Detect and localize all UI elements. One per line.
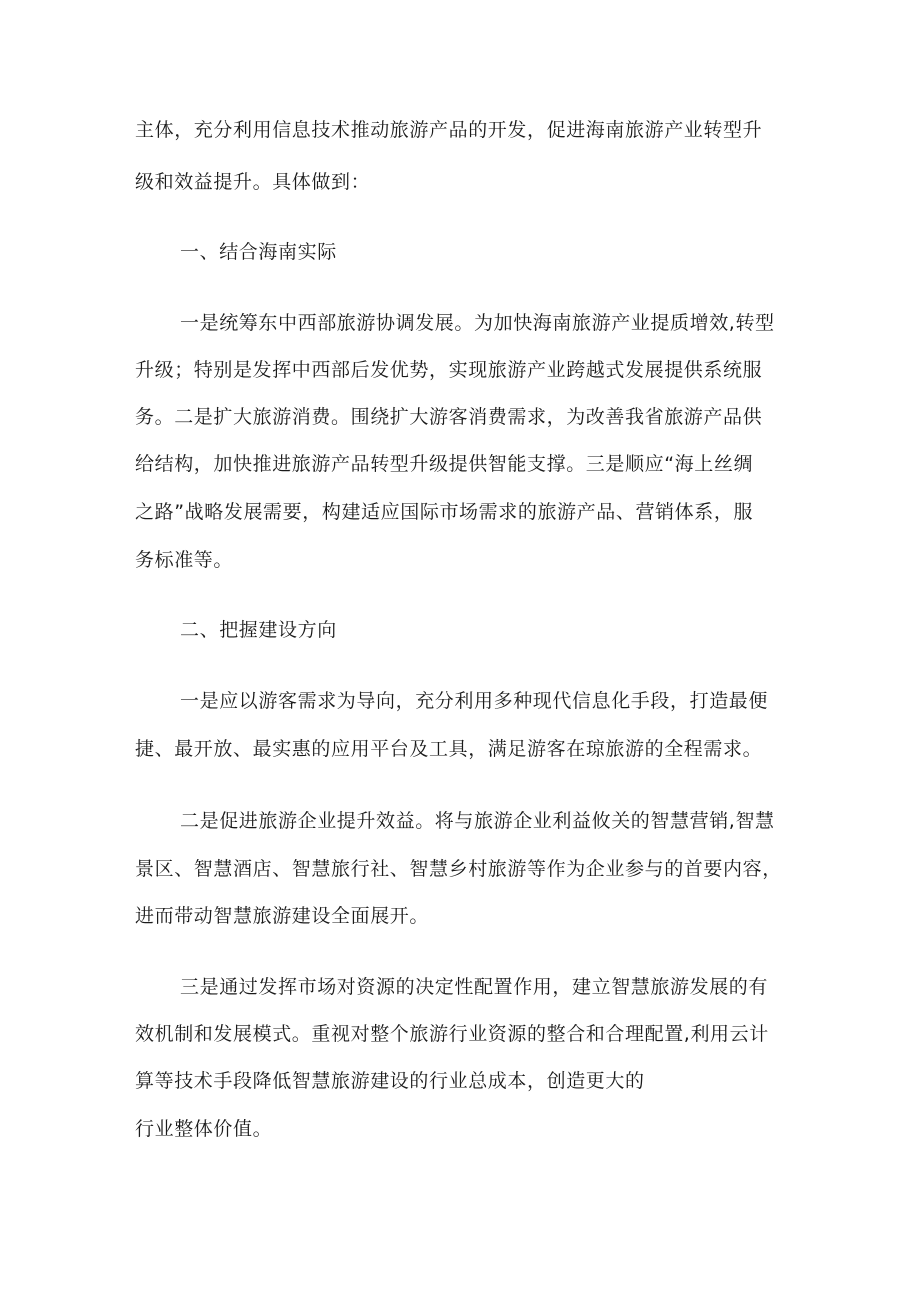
paragraph-line: 务。二是扩大旅游消费。围绕扩大游客消费需求，为改善我省旅游产品供 — [135, 406, 763, 428]
paragraph-line: 三是通过发挥市场对资源的决定性配置作用，建立智慧旅游发展的有 — [180, 976, 769, 998]
paragraph-line: 进而带动智慧旅游建设全面展开。 — [135, 905, 430, 927]
paragraph-line: 算等技术手段降低智慧旅游建设的行业总成本，创造更大的 — [135, 1070, 645, 1092]
paragraph-line: 景区、智慧酒店、智慧旅行社、智慧乡村旅游等作为企业参与的首要内容， — [135, 858, 782, 880]
paragraph-line: 主体，充分利用信息技术推动旅游产品的开发，促进海南旅游产业转型升 — [135, 119, 763, 141]
paragraph-line: 升级；特别是发挥中西部后发优势，实现旅游产业跨越式发展提供系统服 — [135, 359, 763, 381]
paragraph-line: 捷、最开放、最实惠的应用平台及工具，满足游客在琼旅游的全程需求。 — [135, 738, 763, 760]
paragraph-line: 行业整体价值。 — [135, 1118, 273, 1140]
paragraph-line: 效机制和发展模式。重视对整个旅游行业资源的整合和合理配置,利用云计 — [135, 1023, 769, 1045]
paragraph-line: 二是促进旅游企业提升效益。将与旅游企业利益攸关的智慧营销,智慧 — [180, 810, 775, 832]
paragraph-line: 务标准等。 — [135, 549, 234, 571]
section-heading: 一、结合海南实际 — [180, 241, 337, 263]
paragraph-line: 之路”战略发展需要，构建适应国际市场需求的旅游产品、营销体系，服 — [135, 501, 754, 523]
paragraph-line: 一是应以游客需求为导向，充分利用多种现代信息化手段，打造最便 — [180, 690, 769, 712]
section-heading: 二、把握建设方向 — [180, 619, 337, 641]
paragraph-line: 给结构，加快推进旅游产品转型升级提供智能支撑。三是顺应“海上丝绸 — [135, 453, 754, 475]
paragraph-line: 一是统筹东中西部旅游协调发展。为加快海南旅游产业提质增效,转型 — [180, 312, 775, 334]
paragraph-line: 级和效益提升。具体做到： — [135, 171, 371, 193]
